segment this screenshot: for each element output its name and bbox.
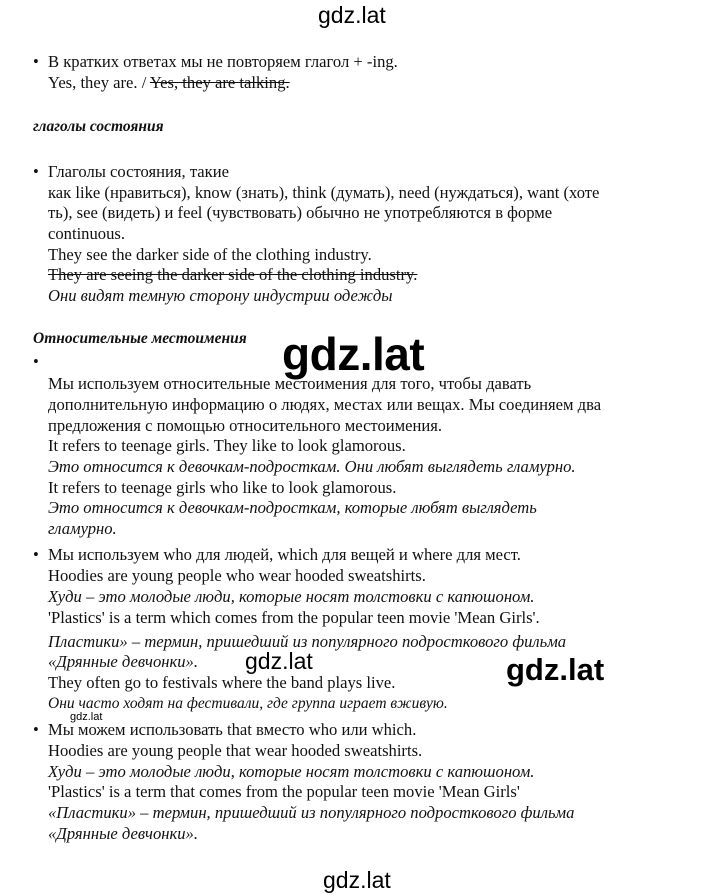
text-line (48, 73, 290, 93)
example-text: 'Plastics' is a term that comes from the popular teen movie 'Mean Girls' (48, 782, 520, 801)
text-line: Глаголы состояния, такие (48, 162, 229, 181)
text-line: Мы используем относительные местоимения для того, чтобы давать (48, 374, 532, 393)
section-heading: глаголы состояния (33, 118, 164, 135)
translation-text: «Дрянные девчонки». (48, 824, 198, 843)
text-line: дополнительную информацию о людях, местах или вещах. Мы соединяем два (48, 395, 602, 414)
translation-text: Они часто ходят на фестивали, где группа играет вживую. (48, 695, 448, 712)
translation-text: Худи – это молодые люди, которые носят толстовки с капюшоном. (48, 587, 535, 606)
watermark-mid-left: gdz.lat (245, 648, 313, 674)
example-text: Yes, they are. / (48, 73, 150, 92)
text-line: Мы используем who для людей, which для вещей и where для мест. (48, 545, 521, 564)
watermark-mid-right: gdz.lat (506, 652, 605, 687)
translation-text: «Пластики» – термин, пришедший из популярного подросткового фильма (48, 803, 575, 822)
translation-text: Это относится к девочкам-подросткам. Они любят выглядеть гламурно. (48, 457, 576, 476)
example-text: 'Plastics' is a term which comes from the popular teen movie 'Mean Girls'. (48, 608, 540, 627)
struck-example: They are seeing the darker side of the clothing industry. (48, 265, 418, 284)
example-text: They see the darker side of the clothing industry. (48, 245, 372, 264)
bullet-marker: • (33, 720, 39, 739)
translation-text: Худи – это молодые люди, которые носят толстовки с капюшоном. (48, 762, 535, 781)
watermark-top: gdz.lat (318, 2, 386, 28)
text-line: continuous. (48, 224, 125, 243)
example-text: It refers to teenage girls who like to look glamorous. (48, 478, 397, 497)
text-line: как like (нравиться), know (знать), think (думать), need (нуждаться), want (хоте (48, 183, 600, 202)
watermark-bottom: gdz.lat (323, 867, 391, 893)
example-text: They often go to festivals where the band plays live. (48, 673, 396, 692)
bullet-marker: • (33, 52, 39, 71)
translation-text: Это относится к девочкам-подросткам, которые любят выглядеть (48, 498, 537, 517)
text-line: ть), see (видеть) и feel (чувствовать) обычно не употребляются в форме (48, 203, 553, 222)
bullet-marker: • (33, 162, 39, 181)
watermark-center: gdz.lat (282, 328, 425, 380)
text-line: предложения с помощью относительного местоимения. (48, 416, 443, 435)
bullet-marker: • (33, 545, 39, 564)
example-text: Hoodies are young people that wear hooded sweatshirts. (48, 741, 423, 760)
section-heading: Относительные местоимения (33, 330, 247, 347)
translation-text: Пластики» – термин, пришедший из популярного подросткового фильма (48, 632, 567, 651)
example-text: Hoodies are young people who wear hooded sweatshirts. (48, 566, 426, 585)
translation-text: Они видят темную сторону индустрии одежды (48, 286, 393, 305)
text-line: В кратких ответах мы не повторяем глагол + -ing. (48, 52, 398, 71)
watermark-small: gdz.lat (70, 711, 103, 723)
example-text: It refers to teenage girls. They like to look glamorous. (48, 436, 406, 455)
translation-text: гламурно. (48, 519, 117, 538)
text-line: Мы можем использовать that вместо who или which. (48, 720, 417, 739)
translation-text: «Дрянные девчонки». (48, 652, 198, 671)
bullet-marker: • (33, 352, 39, 371)
struck-example: Yes, they are talking. (149, 73, 290, 92)
